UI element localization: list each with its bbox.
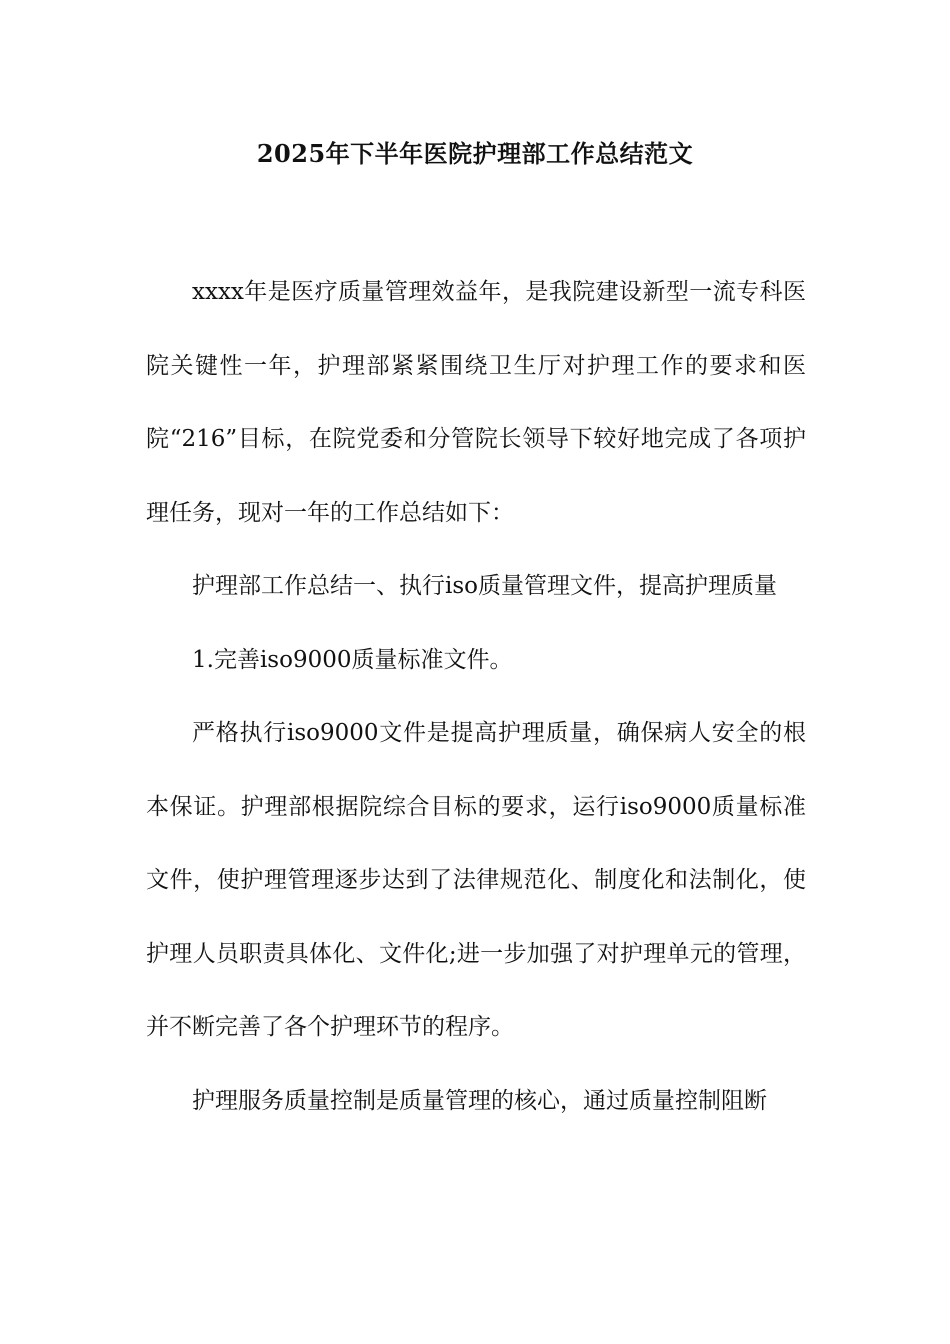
paragraph-subheading: 1.完善iso9000质量标准文件。 <box>192 646 513 673</box>
paragraph-iso-details: 严格执行iso9000文件是提高护理质量，确保病人安全的根本保证。护理部根据院综合目标的要求，运行iso9000质量标准文件，使护理管理逐步达到了法律规范化、制度化和法制化，使护理人员职责具体化、文件化;进一步加强了对护理单元的管理，并不断完善了各个护理环节的程序。 <box>146 720 806 1040</box>
document-title: 2025年下半年医院护理部工作总结范文 <box>256 139 694 168</box>
paragraph-intro: xxxx年是医疗质量管理效益年，是我院建设新型一流专科医院关键性一年，护理部紧紧围绕卫生厅对护理工作的要求和医院“216”目标，在院党委和分管院长领导下较好地完成了各项护理任务，现对一年的工作总结如下： <box>146 279 806 526</box>
paragraph-section-heading: 护理部工作总结一、执行iso质量管理文件，提高护理质量 <box>192 573 778 599</box>
document-body <box>146 256 806 1138</box>
paragraph-quality-control: 护理服务质量控制是质量管理的核心，通过质量控制阻断 <box>192 1087 767 1114</box>
